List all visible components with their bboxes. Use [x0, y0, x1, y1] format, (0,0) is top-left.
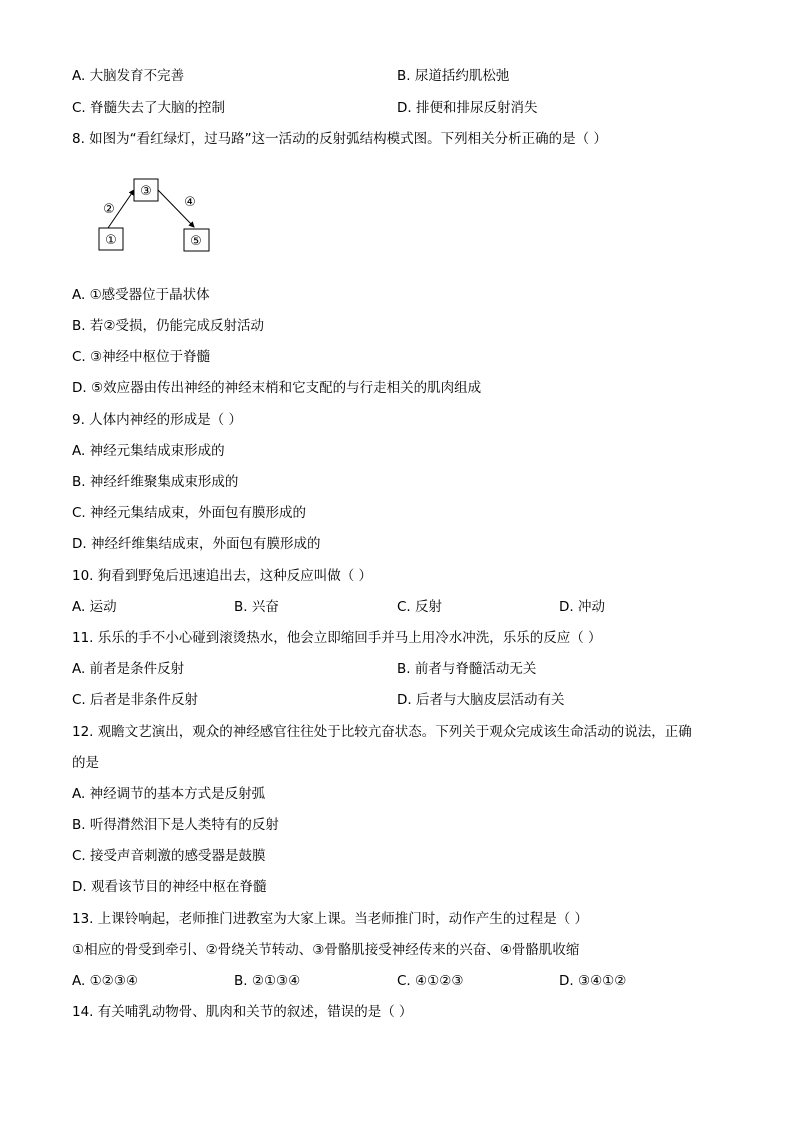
- q11-stem: 11. 乐乐的手不小心碰到滚烫热水，他会立即缩回手并马上用冷水冲洗，乐乐的反应（ ）: [72, 630, 602, 646]
- q12-option-b: B. 听得潸然泪下是人类特有的反射: [72, 817, 279, 833]
- q11-option-a: A. 前者是条件反射: [72, 661, 185, 677]
- q9-option-b: B. 神经纤维聚集成束形成的: [72, 474, 239, 490]
- q7-option-d: D. 排便和排尿反射消失: [397, 100, 538, 116]
- q8-stem: 8. 如图为“看红绿灯，过马路”这一活动的反射弧结构模式图。下列相关分析正确的是（ ）: [72, 131, 607, 147]
- q11-option-d: D. 后者与大脑皮层活动有关: [397, 692, 565, 708]
- q7-option-b: B. 尿道括约肌松弛: [397, 68, 510, 84]
- q9-option-d: D. 神经纤维集结成束，外面包有膜形成的: [72, 536, 321, 552]
- diagram-label-5: ⑤: [190, 234, 202, 249]
- q9-option-c: C. 神经元集结成束，外面包有膜形成的: [72, 505, 307, 521]
- q10-option-a: A. 运动: [72, 599, 117, 615]
- q7-option-c: C. 脊髓失去了大脑的控制: [72, 100, 226, 116]
- q13-steps: ①相应的骨受到牵引、②骨绕关节转动、③骨骼肌接受神经传来的兴奋、④骨骼肌收缩: [72, 942, 580, 958]
- q13-option-c: C. ④①②③: [397, 973, 464, 989]
- q13-option-d: D. ③④①②: [559, 973, 627, 989]
- q9-option-a: A. 神经元集结成束形成的: [72, 443, 225, 459]
- q12-stem-line2: 的是: [72, 755, 99, 771]
- q10-option-d: D. 冲动: [559, 599, 605, 615]
- q12-option-c: C. 接受声音刺激的感受器是鼓膜: [72, 848, 266, 864]
- q12-option-a: A. 神经调节的基本方式是反射弧: [72, 786, 266, 802]
- q10-stem: 10. 狗看到野兔后迅速追出去，这种反应叫做（ ）: [72, 568, 373, 584]
- q12-stem-line1: 12. 观瞻文艺演出，观众的神经感官往往处于比较亢奋状态。下列关于观众完成该生命活动的说法，正确: [72, 724, 692, 740]
- q7-option-a: A. 大脑发育不完善: [72, 68, 185, 84]
- q10-option-c: C. 反射: [397, 599, 443, 615]
- q11-option-c: C. 后者是非条件反射: [72, 692, 199, 708]
- q8-option-c: C. ③神经中枢位于脊髓: [72, 349, 211, 365]
- q13-option-b: B. ②①③④: [234, 973, 301, 989]
- q10-option-b: B. 兴奋: [234, 599, 279, 615]
- reflex-arc-diagram: [96, 176, 216, 256]
- q11-option-b: B. 前者与脊髓活动无关: [397, 661, 537, 677]
- diagram-label-1: ①: [105, 233, 117, 248]
- q14-stem: 14. 有关哺乳动物骨、肌肉和关节的叙述，错误的是（ ）: [72, 1004, 413, 1020]
- diagram-label-3: ③: [140, 184, 152, 199]
- q8-option-d: D. ⑤效应器由传出神经的神经末梢和它支配的与行走相关的肌肉组成: [72, 380, 482, 396]
- q8-option-b: B. 若②受损，仍能完成反射活动: [72, 318, 264, 334]
- q12-option-d: D. 观看该节目的神经中枢在脊髓: [72, 879, 267, 895]
- q8-option-a: A. ①感受器位于晶状体: [72, 287, 210, 303]
- q13-stem: 13. 上课铃响起，老师推门进教室为大家上课。当老师推门时，动作产生的过程是（ ）: [72, 911, 589, 927]
- q9-stem: 9. 人体内神经的形成是（ ）: [72, 412, 242, 428]
- q13-option-a: A. ①②③④: [72, 973, 138, 989]
- diagram-label-2: ②: [103, 202, 115, 217]
- diagram-label-4: ④: [184, 195, 196, 210]
